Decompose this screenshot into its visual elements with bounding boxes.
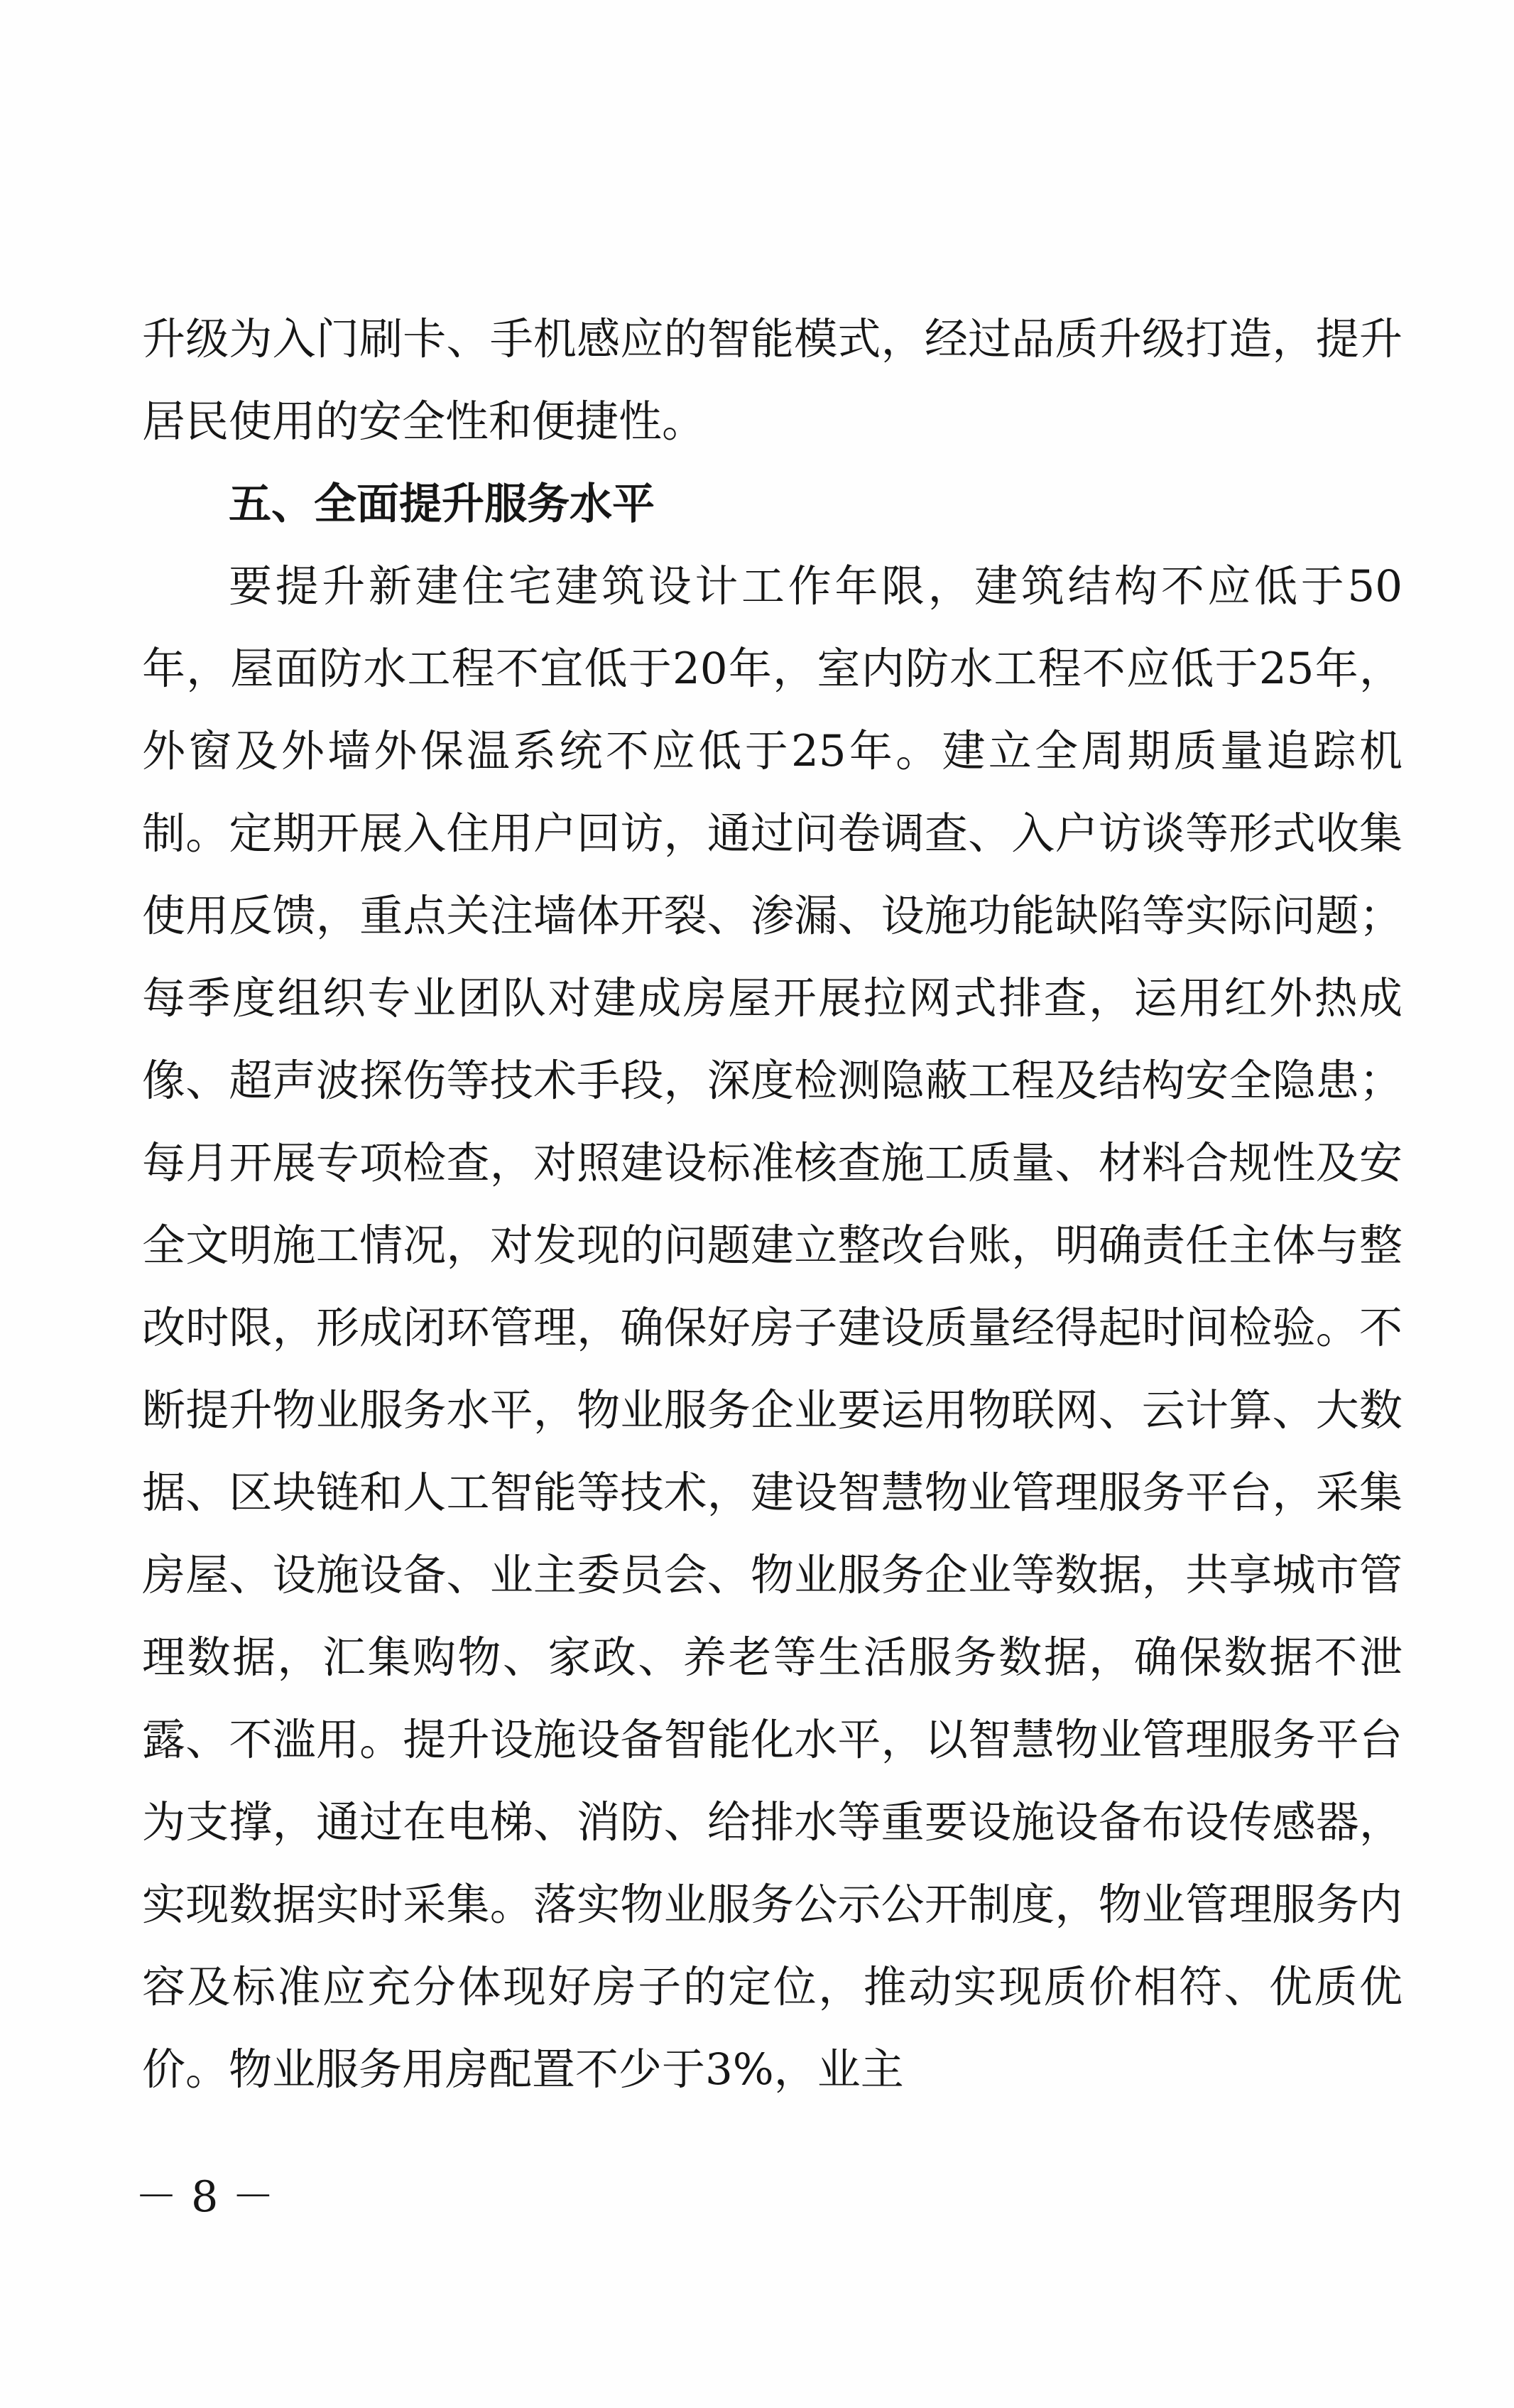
section-heading: 五、全面提升服务水平: [229, 479, 655, 529]
continuation-paragraph: 升级为入门刷卡、手机感应的智能模式，经过品质升级打造，提升居民使用的安全性和便捷性。: [142, 314, 1403, 447]
document-body: [142, 298, 1403, 2111]
page-number: － 8 －: [135, 2172, 275, 2222]
body-paragraph: 要提升新建住宅建筑设计工作年限，建筑结构不应低于50年，屋面防水工程不宜低于20年，室内防水工程不应低于25年，外窗及外墙外保温系统不应低于25年。建立全周期质量追踪机制。定期开展入住用户回访，通过问卷调查、入户访谈等形式收集使用反馈，重点关注墙体开裂、渗漏、设施功能缺陷等实际问题；每季度组织专业团队对建成房屋开展拉网式排查，运用红外热成像、超声波探伤等技术手段，深度检测隐蔽工程及结构安全隐患；每月开展专项检查，对照建设标准核查施工质量、材料合规性及安全文明施工情况，对发现的问题建立整改台账，明确责任主体与整改时限，形成闭环管理，确保好房子建设质量经得起时间检验。不断提升物业服务水平，物业服务企业要运用物联网、云计算、大数据、区块链和人工智能等技术，建设智慧物业管理服务平台，采集房屋、设施设备、业主委员会、物业服务企业等数据，共享城市管理数据，汇集购物、家政、养老等生活服务数据，确保数据不泄露、不滥用。提升设施设备智能化水平，以智慧物业管理服务平台为支撑，通过在电梯、消防、给排水等重要设施设备布设传感器，实现数据实时采集。落实物业服务公示公开制度，物业管理服务内容及标准应充分体现好房子的定位，推动实现质价相符、优质优价。物业服务用房配置不少于3%，业主: [142, 561, 1403, 2095]
